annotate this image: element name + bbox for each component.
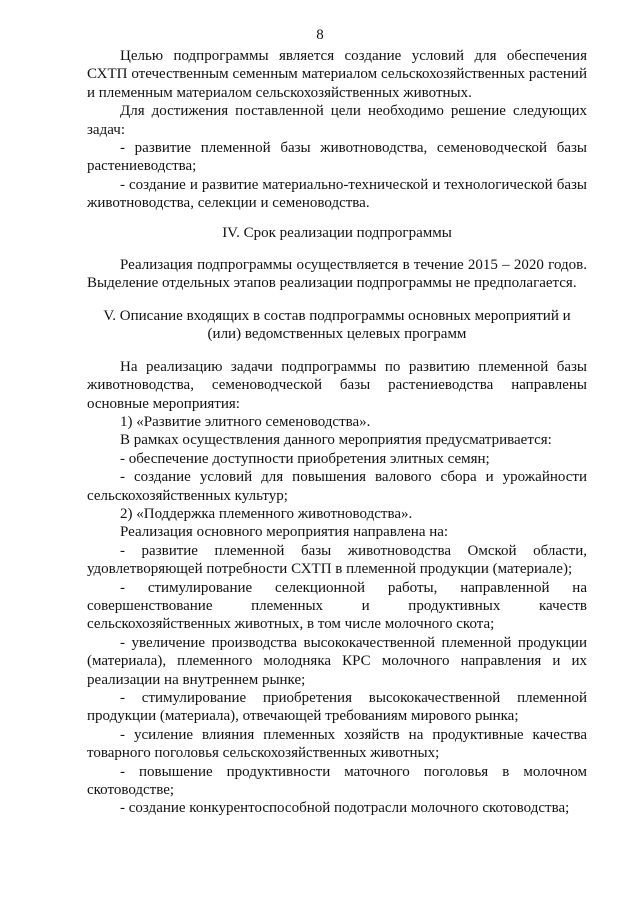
section-5-list-item: - стимулирование селекционной работы, направленной на совершенствование племенных и продуктивных качеств сельскохозяйственных животных, в том числе молочного скота; (87, 579, 587, 633)
section-4-heading: IV. Срок реализации подпрограммы (222, 224, 452, 241)
section-5-list-item: - стимулирование приобретения высококачественной племенной продукции (материала), отвечающей требованиям мирового рынка; (87, 690, 587, 725)
section-5-list-item: - повышение продуктивности маточного поголовья в молочном скотоводстве; (87, 763, 587, 799)
section-5-paragraph: Реализация основного мероприятия направлена на: (120, 524, 449, 541)
intro-list-item: - развитие племенной базы животноводства, семеноводческой базы растениеводства; (87, 140, 587, 175)
section-5-heading-line: V. Описание входящих в состав подпрограммы основных мероприятий и (103, 307, 571, 324)
section-5-list-item: - увеличение производства высококачественной племенной продукции (материала), племенного молодняка КРС молочного направления и их реализации на внутреннем рынке; (87, 634, 587, 688)
section-5-list-item: - усиление влияния племенных хозяйств на продуктивные качества товарного поголовья сельскохозяйственных животных; (87, 726, 587, 762)
section-5-heading (87, 307, 587, 344)
section-5-list-item: - обеспечение доступности приобретения элитных семян; (120, 450, 490, 467)
document-body (87, 47, 587, 818)
section-5-body (87, 358, 587, 818)
page-number: 8 (316, 27, 324, 43)
section-5-paragraph: На реализацию задачи подпрограммы по развитию племенной базы животноводства, семеноводческой базы растениеводства направлены основные мероприятия: (87, 358, 587, 412)
section-5-paragraph: В рамках осуществления данного мероприятия предусматривается: (120, 432, 552, 449)
section-5-paragraph: 2) «Поддержка племенного животноводства». (120, 505, 413, 522)
section-5-paragraph: 1) «Развитие элитного семеноводства». (120, 413, 371, 430)
section-4-paragraph: Реализация подпрограммы осуществляется в течение 2015 – 2020 годов. Выделение отдельных этапов реализации подпрограммы не предполагается. (87, 257, 587, 292)
section-5-heading-line: (или) ведомственных целевых программ (207, 326, 467, 343)
section-5-list-item: - создание конкурентоспособной подотрасли молочного скотоводства; (120, 800, 570, 817)
section-5-list-item: - создание условий для повышения валового сбора и урожайности сельскохозяйственных культур; (87, 469, 587, 504)
intro-list-item: - создание и развитие материально-технической и технологической базы животноводства, селекции и семеноводства. (87, 176, 587, 212)
intro-paragraph: Для достижения поставленной цели необходимо решение следующих задач: (87, 103, 587, 138)
intro-paragraph: Целью подпрограммы является создание условий для обеспечения СХТП отечественным семенным материалом сельскохозяйственных растений и племенным материалом сельскохозяйственных животных. (87, 48, 587, 101)
section-5-list-item: - развитие племенной базы животноводства Омской области, удовлетворяющей потребности СХТП в племенной продукции (материале); (87, 542, 587, 578)
